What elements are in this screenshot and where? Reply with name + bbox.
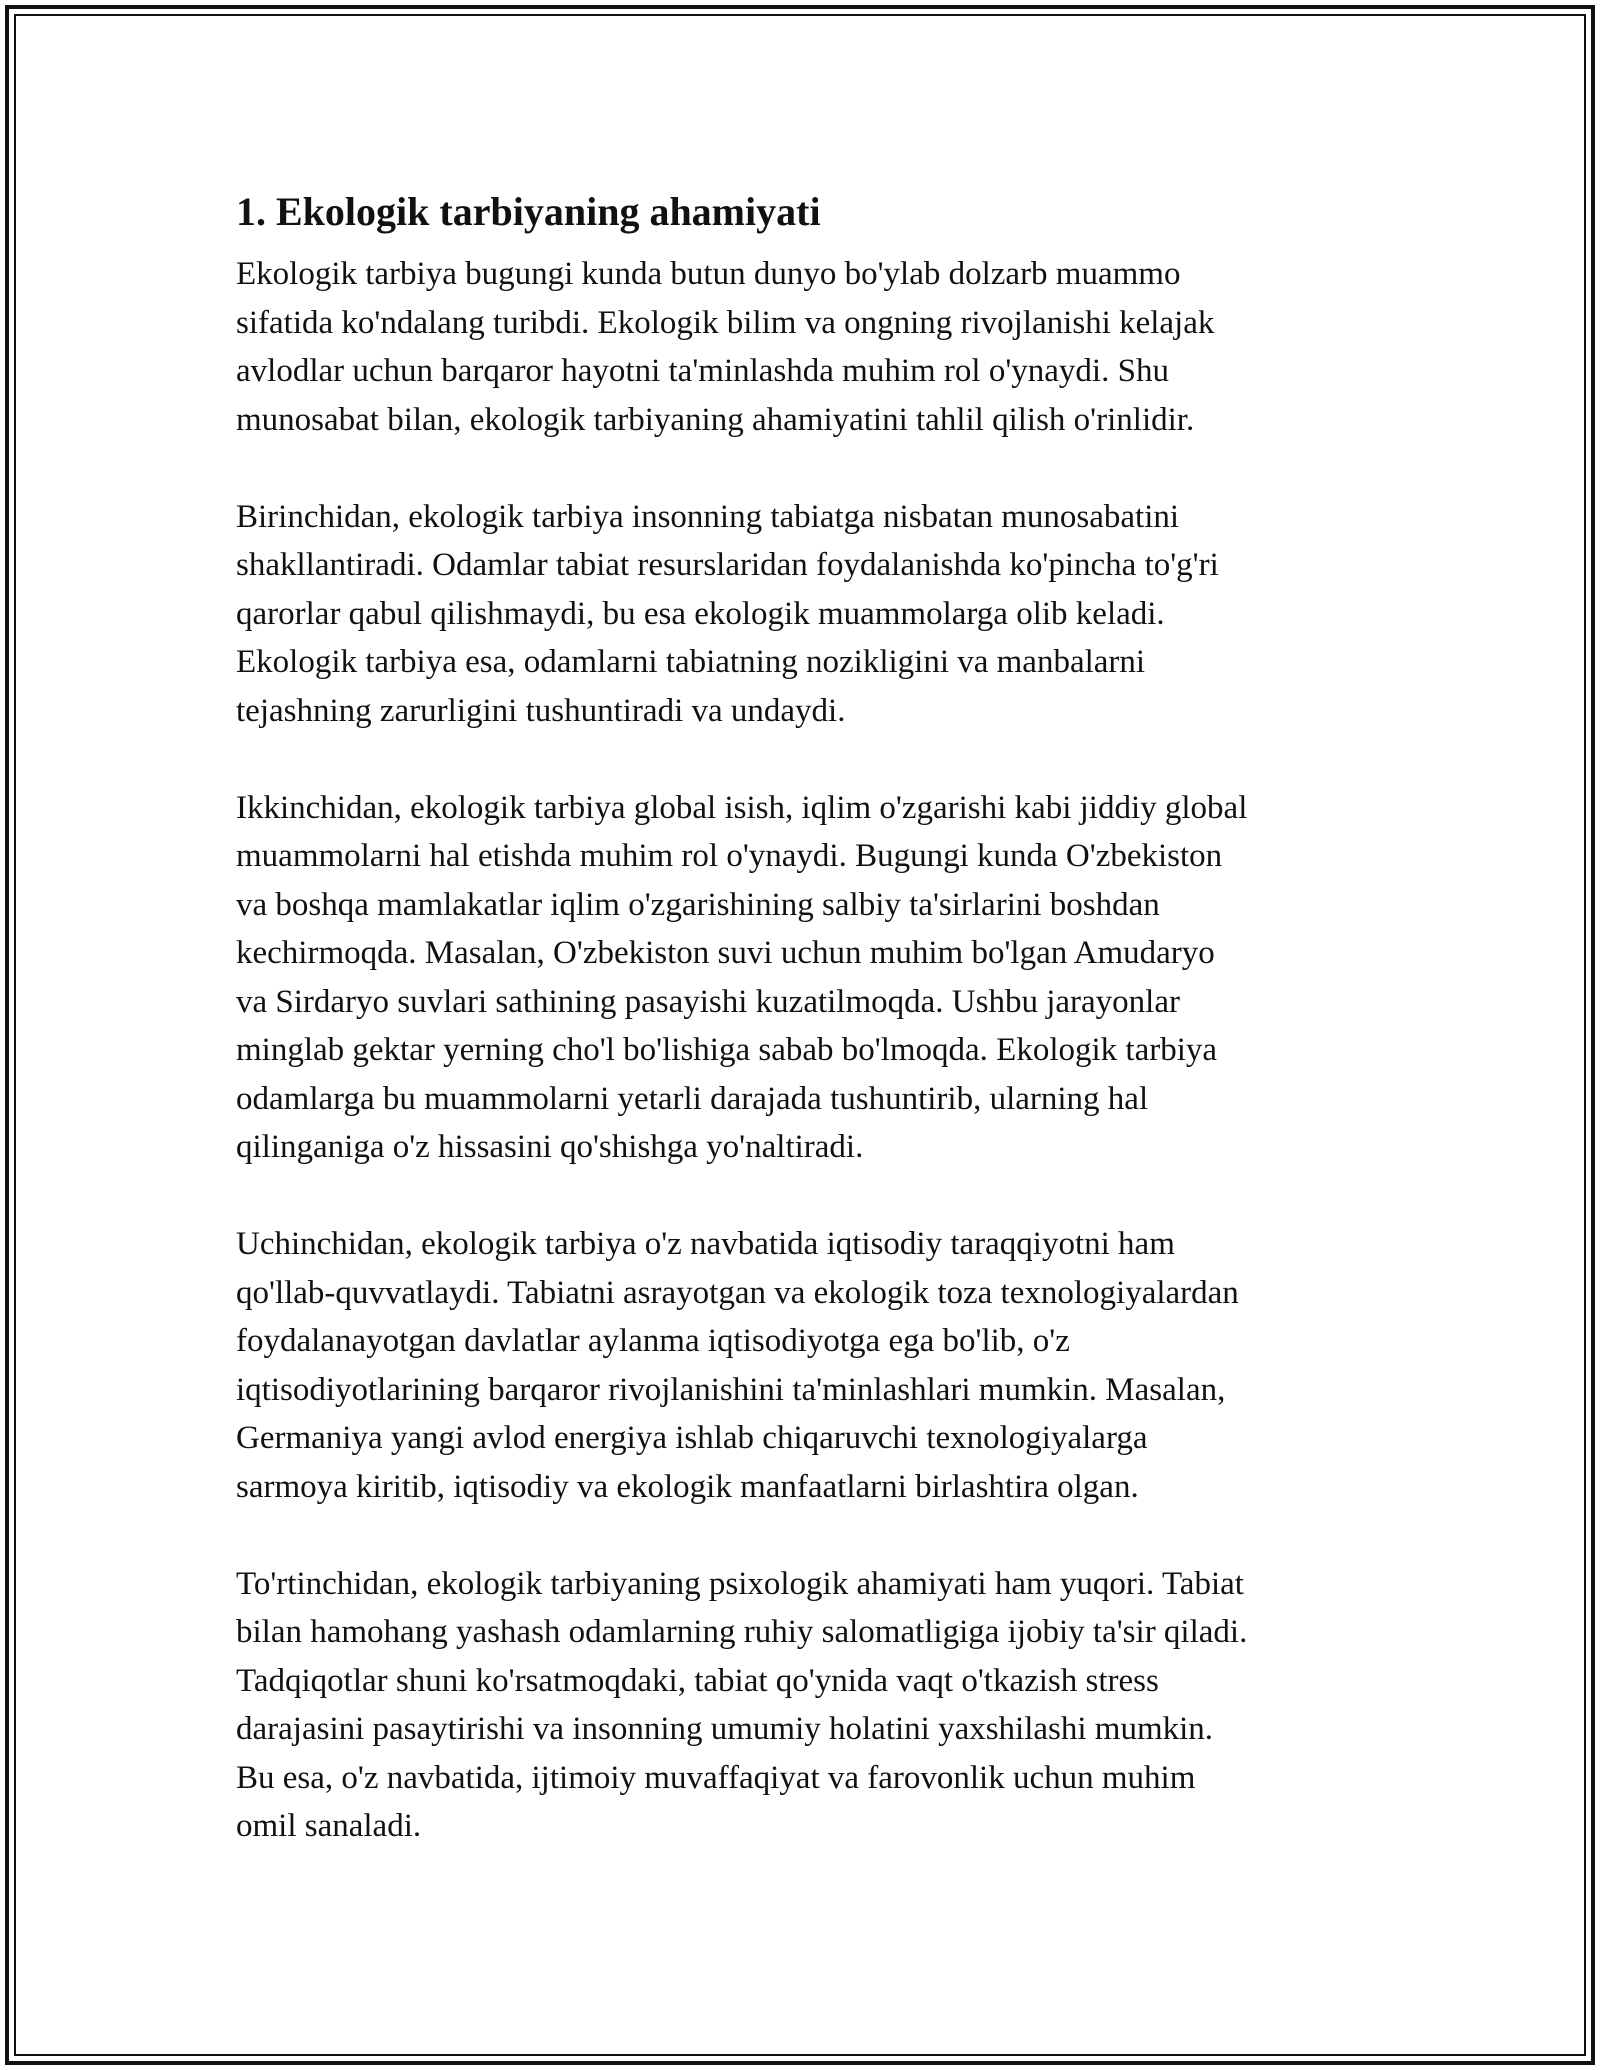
paragraph-first-point: Birinchidan, ekologik tarbiya insonning tabiatga nisbatan munosabatini shakllantiradi. Odamlar tabiat resurslaridan foydalanishda ko'pincha to'g'ri qarorlar qabul qilishmaydi, bu esa ekologik muammolarga olib keladi. Ekologik tarbiya esa, odamlarni tabiatning nozikligini va manbalarni tejashning zarurligini tushuntiradi va undaydi. (236, 498, 1219, 729)
paragraph-fourth-point: To'rtinchidan, ekologik tarbiyaning psixologik ahamiyati ham yuqori. Tabiat bilan hamohang yashash odamlarning ruhiy salomatligiga ijobiy ta'sir qiladi. Tadqiqotlar shuni ko'rsatmoqdaki, tabiat qo'ynida vaqt o'tkazish stress darajasini pasaytirishi va insonning umumiy holatini yaxshilashi mumkin. Bu esa, o'z navbatida, ijtimoiy muvaffaqiyat va farovonlik uchun muhim omil sanaladi. (236, 1565, 1248, 1844)
paragraph-second-point: Ikkinchidan, ekologik tarbiya global isish, iqlim o'zgarishi kabi jiddiy global muammolarni hal etishda muhim rol o'ynaydi. Bugungi kunda O'zbekiston va boshqa mamlakatlar iqlim o'zgarishining salbiy ta'sirlarini boshdan kechirmoqda. Masalan, O'zbekiston suvi uchun muhim bo'lgan Amudaryo va Sirdaryo suvlari sathining pasayishi kuzatilmoqda. Ushbu jarayonlar minglab gektar yerning cho'l bo'lishiga sabab bo'lmoqda. Ekologik tarbiya odamlarga bu muammolarni yetarli darajada tushuntirib, ularning hal qilinganiga o'z hissasini qo'shishga yo'naltiradi. (236, 789, 1248, 1165)
section-heading: 1. Ekologik tarbiyaning ahamiyati (236, 189, 821, 234)
paragraph-third-point: Uchinchidan, ekologik tarbiya o'z navbatida iqtisodiy taraqqiyotni ham qo'llab-quvvatlaydi. Tabiatni asrayotgan va ekologik toza texnologiyalardan foydalanayotgan davlatlar aylanma iqtisodiyotga ega bo'lib, o'z iqtisodiyotlarining barqaror rivojlanishini ta'minlashlari mumkin. Masalan, Germaniya yangi avlod energiya ishlab chiqaruvchi texnologiyalarga sarmoya kiritib, iqtisodiy va ekologik manfaatlarni birlashtira olgan. (236, 1226, 1239, 1505)
paragraph-intro: Ekologik tarbiya bugungi kunda butun dunyo bo'ylab dolzarb muammo sifatida ko'ndalang turibdi. Ekologik bilim va ongning rivojlanishi kelajak avlodlar uchun barqaror hayotni ta'minlashda muhim rol o'ynaydi. Shu munosabat bilan, ekologik tarbiyaning ahamiyatini tahlil qilish o'rinlidir. (236, 256, 1215, 438)
document-body (236, 186, 1366, 1851)
